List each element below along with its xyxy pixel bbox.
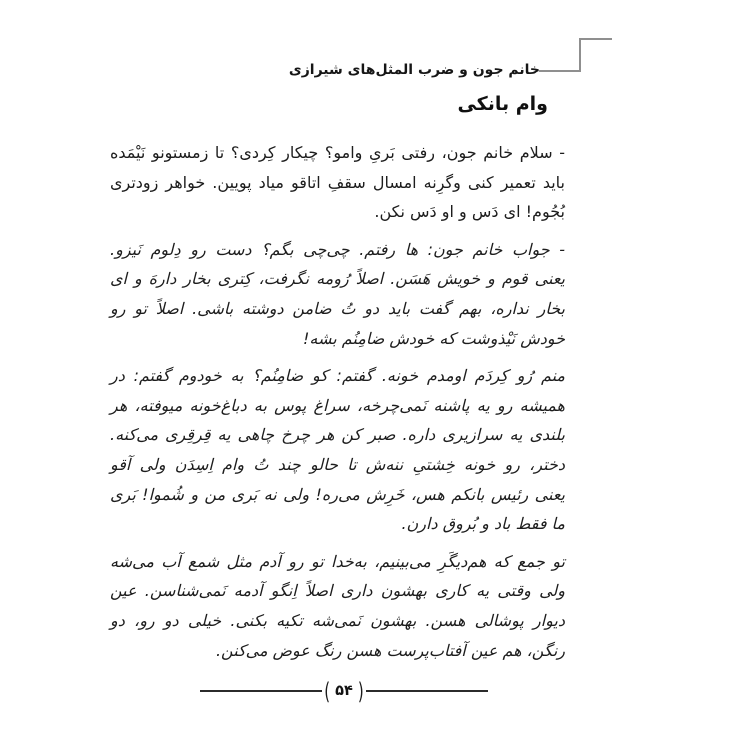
page-number-bracket-close: ) bbox=[357, 677, 364, 705]
page-footer bbox=[200, 677, 488, 705]
text-line: ولی وقتی یه کاری بهشون داری اصلاً اِنگو آدمه نَمی‌شناسن. عین bbox=[110, 581, 565, 601]
paragraph-4 bbox=[110, 547, 565, 665]
text-line: خودش نَیْذوشت که خودش ضامِنُم بشه! bbox=[303, 328, 565, 348]
text-line: - سلام خانم جون، رفتی بَریِ وامو؟ چیکار کِردی؟ تا زمستونو نَیْمَده bbox=[110, 143, 565, 162]
text-line: بُجُوم! ای دَس و او دَس نکن. bbox=[374, 202, 565, 222]
header-ornament-top-line bbox=[579, 38, 612, 40]
paragraph-3 bbox=[110, 361, 565, 539]
header-ornament-vertical-line bbox=[579, 38, 581, 72]
running-head: خانم جون و ضرب المثل‌های شیرازی bbox=[288, 62, 540, 78]
text-line: منم رُو کِردَم اومدم خونه. گفتم: کو ضامِنُم؟ به خودوم گفتم: در bbox=[110, 366, 566, 386]
paragraph-2 bbox=[110, 235, 565, 353]
text-line: دختر، رو خونه خِشتیِ ننه‌ش تا حالو چند تُ وام اِسِدَن ولی آقو bbox=[110, 454, 565, 474]
text-line: دیوار پوشالی هسن. بهشون نَمی‌شه تکیه بکنی. خیلی دو رو، دو bbox=[110, 610, 565, 630]
text-line: یعنی رئیس بانکم هس، خَرِش می‌ره! ولی نه بَری من و شُموا! بَری bbox=[110, 484, 565, 504]
text-body bbox=[110, 138, 565, 673]
chapter-title: وام بانکی bbox=[457, 93, 548, 115]
text-line: رنگن، هم عین آفتاب‌پرست هسن رنگ عوض می‌کنن. bbox=[215, 640, 565, 660]
page-number-bracket-open: ( bbox=[324, 677, 331, 705]
text-line: بخار نداره، بهم گفت باید دو تُ ضامن دوشته باشی. اصلاً تو رو bbox=[110, 298, 565, 318]
page-number: ۵۴ bbox=[335, 683, 353, 699]
text-line: تو جمع که هم‌دیگَرِ می‌بینیم، به‌خدا تو رو آدم مثل شمع آب می‌شه bbox=[110, 551, 565, 571]
footer-rule-right bbox=[366, 690, 488, 692]
text-line: - جواب خانم جون: ها رفتم. چی‌چی بگم؟ دست رو دِلوم نَیزو. bbox=[110, 239, 565, 259]
footer-rule-left bbox=[200, 690, 322, 692]
text-line: ما فقط باد و بُروق دارن. bbox=[401, 514, 565, 534]
header-ornament-connector-line bbox=[539, 70, 581, 72]
paragraph-1 bbox=[110, 138, 565, 227]
text-line: یعنی قوم و خویش هَسَن. اصلاً رُومه نگرفت، کِتری بخار دارهَ و ای bbox=[110, 269, 565, 289]
text-line: بلندی یه سرازیری داره. صبر کن هر چرخ چاهی یه قِرقِری می‌کنه. bbox=[110, 425, 565, 445]
text-line: باید تعمیر کنی وگرِنه امسال سقفِ اتاقو میاد پویین. خواهر زودتری bbox=[110, 172, 565, 192]
text-line: همیشه رو یه پاشنه نَمی‌چرخه، سراغ پوس به دباغ‌خونه میوفته، هر bbox=[110, 395, 565, 415]
